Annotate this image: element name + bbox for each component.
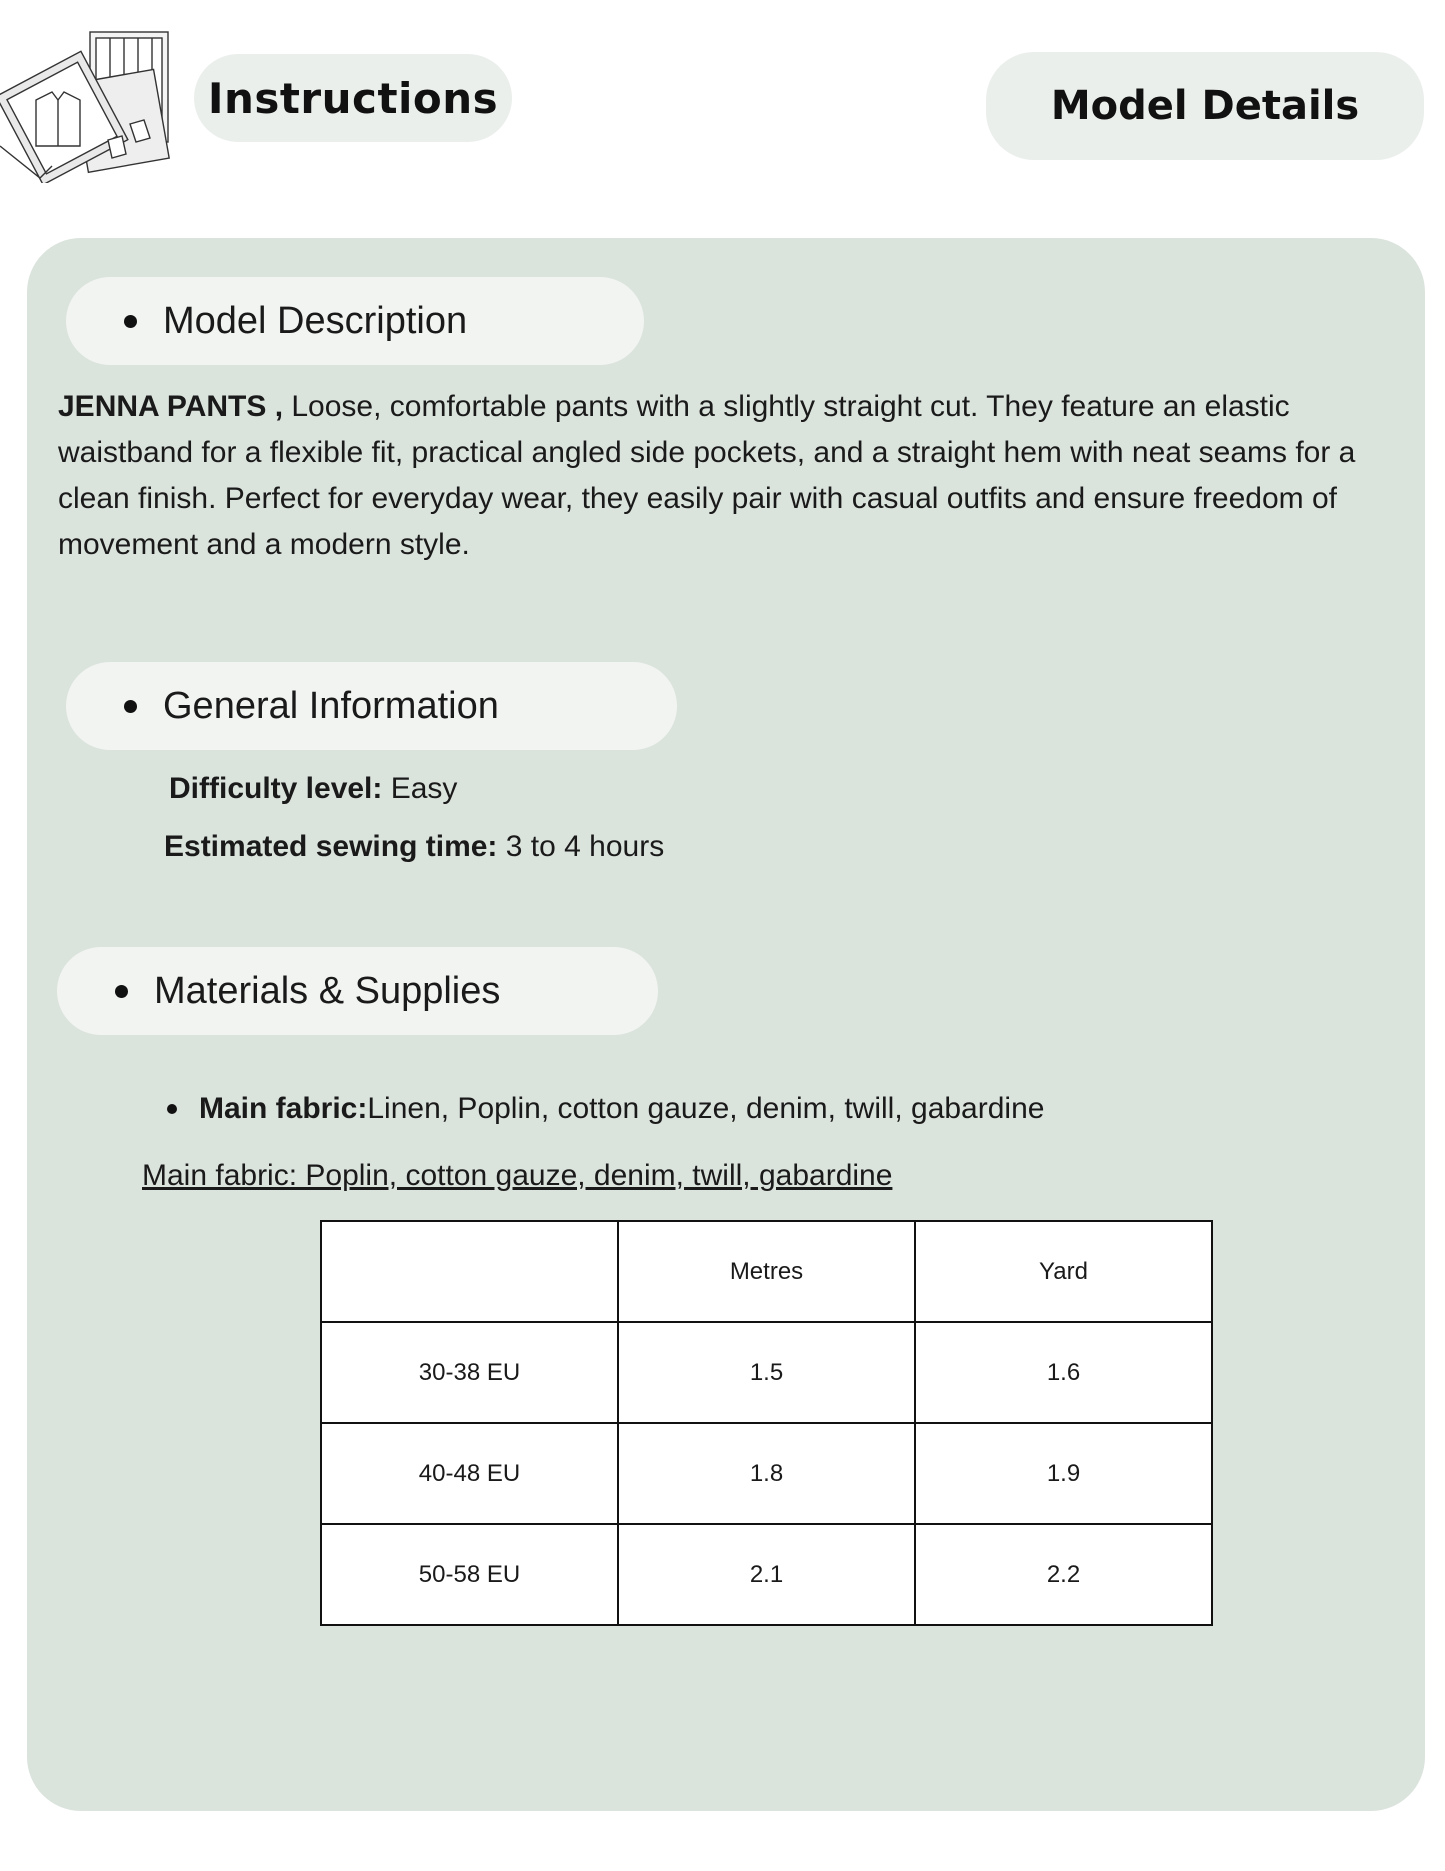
table-cell: 50-58 EU [321, 1524, 618, 1625]
fabric-quantity-table [320, 1220, 1213, 1626]
table-header-cell: Metres [618, 1221, 915, 1322]
bullet-icon [167, 1104, 177, 1114]
section-header-general-information [66, 662, 677, 750]
main-fabric-label: Main fabric: [199, 1092, 368, 1125]
bullet-icon [124, 700, 137, 713]
model-description-body: Loose, comfortable pants with a slightly straight cut. They feature an elastic waistband for a flexible fit, practical angled side pockets, and a straight hem with neat seams for a clean finish. Perfect for everyday wear, they easily pair with casual outfits and ensure freedom of movement and a modern style. [58, 390, 1356, 561]
table-cell: 40-48 EU [321, 1423, 618, 1524]
table-cell: 2.2 [915, 1524, 1212, 1625]
pattern-logo-icon [0, 28, 172, 183]
section-header-model-description [66, 277, 644, 365]
time-value: 3 to 4 hours [497, 830, 665, 863]
bullet-icon [124, 315, 137, 328]
difficulty-value: Easy [382, 772, 458, 805]
time-label: Estimated sewing time: [164, 830, 498, 863]
model-description-text [58, 384, 1413, 568]
table-header-cell [321, 1221, 618, 1322]
section-header-materials-supplies [57, 947, 658, 1035]
fabric-table-caption: Main fabric: Poplin, cotton gauze, denim, twill, gabardine [142, 1159, 893, 1192]
content-panel [27, 238, 1425, 1811]
table-cell: 1.9 [915, 1423, 1212, 1524]
section-title: Materials & Supplies [154, 969, 501, 1012]
instructions-tab[interactable] [194, 54, 512, 142]
table-cell: 1.8 [618, 1423, 915, 1524]
table-row [321, 1322, 1212, 1423]
section-title: General Information [163, 684, 499, 727]
table-row [321, 1524, 1212, 1625]
table-row [321, 1423, 1212, 1524]
model-details-tab[interactable] [986, 52, 1424, 160]
main-fabric-item [167, 1092, 1044, 1126]
bullet-icon [115, 985, 128, 998]
difficulty-level [169, 772, 457, 806]
table-cell: 30-38 EU [321, 1322, 618, 1423]
model-details-label: Model Details [1050, 83, 1360, 129]
table-cell: 1.6 [915, 1322, 1212, 1423]
table-cell: 1.5 [618, 1322, 915, 1423]
table-cell: 2.1 [618, 1524, 915, 1625]
section-title: Model Description [163, 299, 468, 342]
estimated-sewing-time [164, 830, 664, 864]
table-header-row [321, 1221, 1212, 1322]
difficulty-label: Difficulty level: [169, 772, 383, 805]
main-fabric-value: Linen, Poplin, cotton gauze, denim, twill, gabardine [367, 1092, 1045, 1125]
model-name: JENNA PANTS , [58, 390, 284, 423]
instructions-label: Instructions [207, 73, 499, 123]
table-header-cell: Yard [915, 1221, 1212, 1322]
